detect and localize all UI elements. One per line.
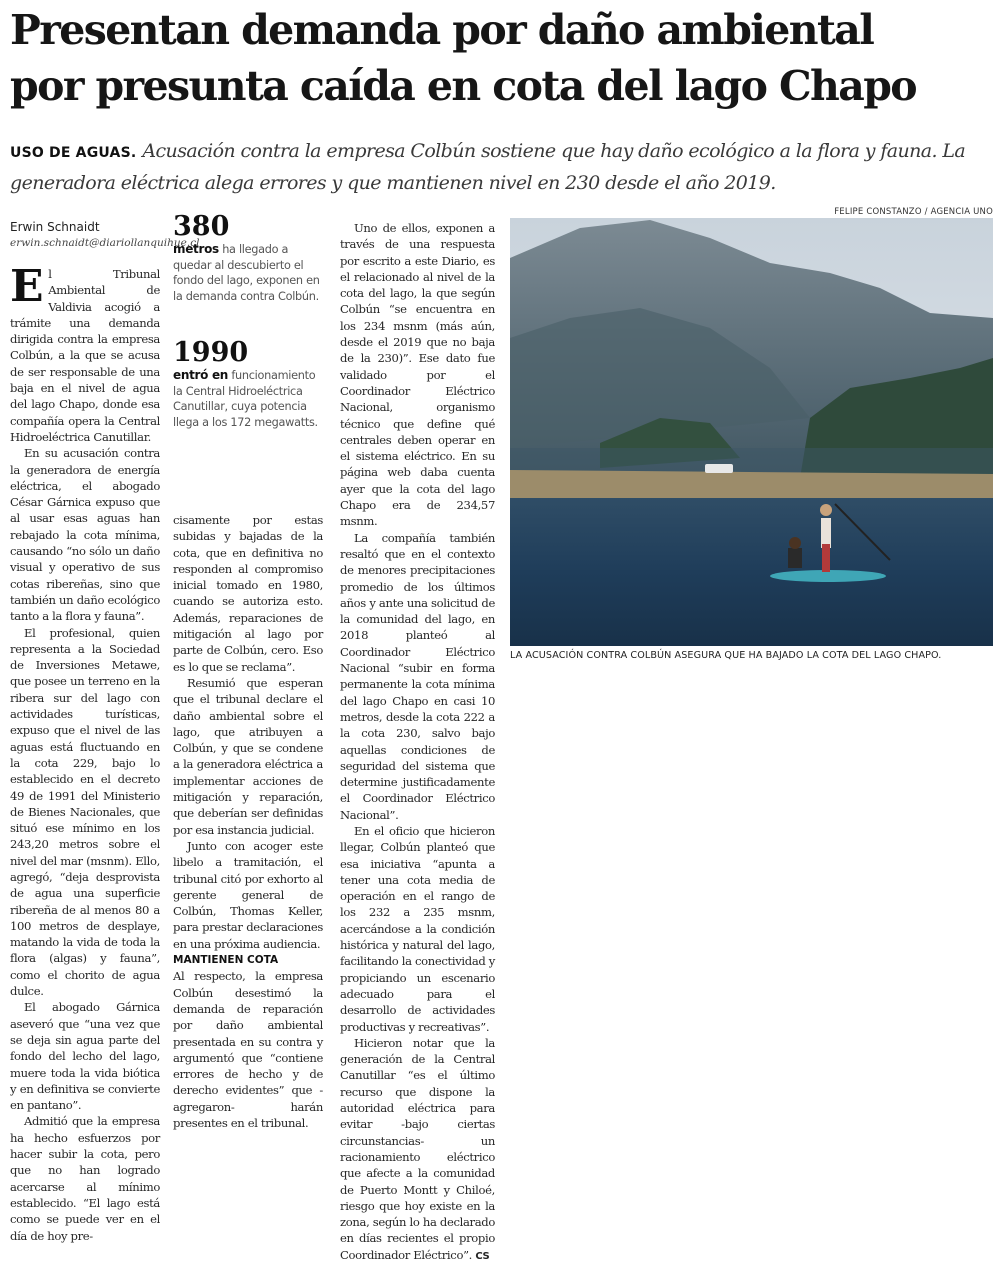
body-paragraph: Admitió que la empresa ha hecho esfuerzos por hacer subir la cota, pero que no han logrado acercarse al mínimo establecido. “El lago está como se puede ver en el día de hoy pre- xyxy=(10,1114,160,1243)
body-paragraph: El Tribunal Ambiental de Valdivia acogió a trámite una demanda dirigida contra la empresa Colbún, a la que se acusa de ser responsable de una baja en el nivel de agua del lago Chapo, donde esa compañía opera la Central Hidroeléctrica Canutillar. xyxy=(10,261,160,444)
body-paragraph: El abogado Gárnica aseveró que “una vez que se deja sin agua parte del fondo del lecho del lago, muere toda la vida biótica y en definitiva se convierte en pantano”. xyxy=(10,1000,160,1113)
author-name: Erwin Schnaidt xyxy=(10,220,100,234)
fact-box-1990 xyxy=(173,338,323,430)
body-paragraph: cisamente por estas subidas y bajadas de la cota, que en definitiva no responden al compromiso inicial tomado en 1980, cuando se autoriza esto. Además, reparaciones de mitigación al lago por parte de Colbún, cero. Eso es lo que se reclama”. xyxy=(173,513,323,674)
headline xyxy=(10,2,995,114)
photo-caption: LA ACUSACIÓN CONTRA COLBÚN ASEGURA QUE HA BAJADO LA COTA DEL LAGO CHAPO. xyxy=(510,650,942,661)
body-paragraph: Al respecto, la empresa Colbún desestimó la demanda de reparación por daño ambiental presentada en su contra y argumentó que “contiene errores de hecho y de derecho evidentes” que -agregaron- harán presentes en el tribunal. xyxy=(173,969,323,1130)
lead-text: Acusación contra la empresa Colbún sostiene que hay daño ecológico a la flora y fauna. La generadora eléctrica alega errores y que mantienen nivel en 230 desde el año 2019. xyxy=(10,140,966,194)
section-subhead: MANTIENEN COTA xyxy=(173,954,279,967)
fact-box-380 xyxy=(173,212,323,304)
body-paragraph: El profesional, quien representa a la Sociedad de Inversiones Metawe, que posee un terreno en la ribera sur del lago con actividades turísticas, expuso que el nivel de las aguas está fluctuando en la cota 229, bajo lo establecido en el decreto 49 de 1991 del Ministerio de Bienes Nacionales, que situó ese mínimo en los 243,20 metros sobre el nivel del mar (msnm). Ello, agregó, “deja desprovista de agua una superficie ribereña de al menos 80 a 100 metros de desplaye, matando la vida de toda la flora (algas) y fauna”, como el chorito de agua dulce. xyxy=(10,625,160,999)
article-column-3 xyxy=(340,220,495,1265)
lead-paragraph xyxy=(10,136,995,198)
fact-text: metros ha llegado a quedar al descubierto el fondo del lago, exponen en la demanda contra Colbún. xyxy=(173,242,320,303)
article-column-2 xyxy=(173,512,323,1131)
body-paragraph: En su acusación contra la generadora de energía eléctrica, el abogado César Gárnica expuso que al usar esas aguas han rebajado la cota mínima, causando “no sólo un daño visual y operativo de sus cotas ribereñas, sino que también un daño ecológico tanto a la flora y fauna”. xyxy=(10,446,160,624)
drop-cap: E xyxy=(10,261,44,312)
headline-line-2: por presunta caída en cota del lago Chapo xyxy=(10,62,917,110)
body-paragraph: Uno de ellos, exponen a través de una respuesta por escrito a este Diario, es el relacionado al nivel de la cota del lago, la que según Colbún “se encuentra en los 234 msnm (más aún, desde el 2019 que no baja de la 230)”. Ese dato fue validado por el Coordinador Eléctrico Nacional, organismo técnico que define qué centrales deben operar en el sistema eléctrico. En su página web daba cuenta ayer que la cota del lago Chapo era de 234,57 msnm. xyxy=(340,221,495,529)
headline-line-1: Presentan demanda por daño ambiental xyxy=(10,6,874,54)
body-paragraph: Hicieron notar que la generación de la Central Canutillar “es el último recurso que dispone la autoridad eléctrica para evitar -bajo ciertas circunstancias- un racionamiento eléctrico que afecte a la comunidad de Puerto Montt y Chiloé, riesgo que hoy existe en la zona, según lo ha declarado en días recientes el propio Coordinador Eléctrico”. CS xyxy=(340,1035,495,1262)
article-column-1 xyxy=(10,261,160,1244)
body-paragraph: Junto con acoger este libelo a tramitación, el tribunal citó por exhorto al gerente general de Colbún, Thomas Keller, para prestar declaraciones en una próxima audiencia. xyxy=(173,838,323,951)
author-email: erwin.schnaidt@diariollanquihue.cl xyxy=(10,237,200,249)
body-paragraph: En el oficio que hicieron llegar, Colbún planteó que esa iniciativa “apunta a tener una cota media de operación en el rango de los 232 a 235 msnm, acercándose a la condición histórica y natural del lago, facilitando la conectividad y propiciando un escenario adecuado para el desarrollo de actividades productivas y recreativas”. xyxy=(340,823,496,1034)
end-mark: CS xyxy=(475,1250,490,1262)
lead-kicker: USO DE AGUAS. xyxy=(10,145,137,161)
fact-text: entró en funcionamiento la Central Hidroeléctrica Canutillar, cuya potencia llega a los 172 megawatts. xyxy=(173,368,318,429)
photo-credit: FELIPE CONSTANZO / AGENCIA UNO xyxy=(834,207,993,217)
lake-photo-illustration xyxy=(510,218,993,646)
lake-photo xyxy=(510,218,993,646)
fact-number: 1990 xyxy=(173,337,249,368)
body-paragraph: Resumió que esperan que el tribunal declare el daño ambiental sobre el lago, que atribuyen a Colbún, y que se condene a la generadora eléctrica a implementar acciones de mitigación y reparación, que deberían ser definidas por esa instancia judicial. xyxy=(173,675,323,837)
fact-number: 380 xyxy=(173,211,230,242)
body-paragraph: La compañía también resaltó que en el contexto de menores precipitaciones promedio de los últimos años y ante una solicitud de la comunidad del lago, en 2018 planteó al Coordinador Eléctrico Nacional “subir en forma permanente la cota mínima del lago Chapo en casi 10 metros, desde la cota 222 a la cota 230, salvo bajo aquellas condiciones de seguridad del sistema que determine justificadamente el Coordinador Eléctrico Nacional”. xyxy=(340,530,495,822)
